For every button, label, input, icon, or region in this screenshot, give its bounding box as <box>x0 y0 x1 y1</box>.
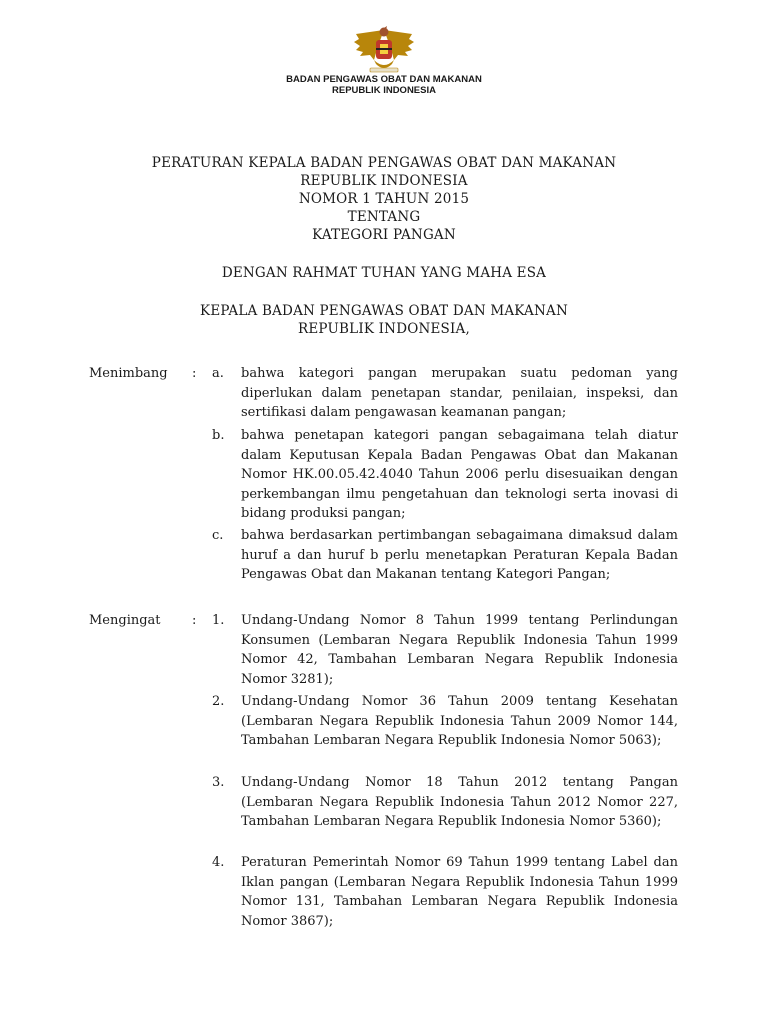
regulation-subject: KATEGORI PANGAN <box>312 227 456 243</box>
agency-name: BADAN PENGAWAS OBAT DAN MAKANAN <box>286 74 482 85</box>
mengingat-item-mark: 2. <box>212 694 225 709</box>
mengingat-item-text: Undang-Undang Nomor 8 Tahun 1999 tentang Perlindungan Konsumen (Lembaran Negara Republik Indonesia Tahun 1999 Nomor 42, Tambahan Lembaran Negara Republik Indonesia Nomor 3281); <box>241 613 678 687</box>
mengingat-item-mark: 3. <box>212 775 225 790</box>
mengingat-item-mark: 1. <box>212 613 225 628</box>
official-title-line1: KEPALA BADAN PENGAWAS OBAT DAN MAKANAN <box>200 303 568 319</box>
invocation: DENGAN RAHMAT TUHAN YANG MAHA ESA <box>221 265 547 281</box>
mengingat-item-text: Undang-Undang Nomor 18 Tahun 2012 tentang Pangan (Lembaran Negara Republik Indonesia Tahun 2012 Nomor 227, Tambahan Lembaran Negara Republik Indonesia Nomor 5360); <box>241 775 678 830</box>
menimbang-item-text: bahwa kategori pangan merupakan suatu pedoman yang diperlukan dalam penetapan standar, penilaian, inspeksi, dan sertifikasi dalam pengawasan keamanan pangan; <box>241 366 678 421</box>
menimbang-item-text: bahwa penetapan kategori pangan sebagaimana telah diatur dalam Keputusan Kepala Badan Pengawas Obat dan Makanan Nomor HK.00.05.42.4040 Tahun 2006 perlu disesuaikan dengan perkembangan ilmu pengetahuan dan teknologi serta inovasi di bidang produksi pangan; <box>241 428 678 522</box>
menimbang-item-mark: b. <box>212 428 225 443</box>
menimbang-colon: : <box>192 366 197 381</box>
mengingat-label: Mengingat <box>89 613 161 628</box>
menimbang-label: Menimbang <box>89 366 168 381</box>
menimbang-item-mark: a. <box>212 366 224 381</box>
menimbang-item-mark: c. <box>212 528 224 543</box>
official-title-line2: REPUBLIK INDONESIA, <box>298 321 470 337</box>
regulation-title-line2: REPUBLIK INDONESIA <box>300 173 468 189</box>
regulation-number: NOMOR 1 TAHUN 2015 <box>298 191 470 207</box>
mengingat-item-text: Undang-Undang Nomor 36 Tahun 2009 tentang Kesehatan (Lembaran Negara Republik Indonesia Tahun 2009 Nomor 144, Tambahan Lembaran Negara Republik Indonesia Nomor 5063); <box>241 694 678 749</box>
agency-country: REPUBLIK INDONESIA <box>332 85 436 96</box>
mengingat-item-mark: 4. <box>212 855 225 870</box>
mengingat-colon: : <box>192 613 197 628</box>
garuda-emblem-icon <box>350 24 418 76</box>
menimbang-item-text: bahwa berdasarkan pertimbangan sebagaimana dimaksud dalam huruf a dan huruf b perlu menetapkan Peraturan Kepala Badan Pengawas Obat dan Makanan tentang Kategori Pangan; <box>241 528 678 583</box>
regulation-tentang: TENTANG <box>347 209 421 225</box>
regulation-title-line1: PERATURAN KEPALA BADAN PENGAWAS OBAT DAN MAKANAN <box>151 155 617 171</box>
mengingat-item-text: Peraturan Pemerintah Nomor 69 Tahun 1999 tentang Label dan Iklan pangan (Lembaran Negara Republik Indonesia Tahun 1999 Nomor 131, Tambahan Lembaran Negara Republik Indonesia Nomor 3867); <box>241 855 678 929</box>
